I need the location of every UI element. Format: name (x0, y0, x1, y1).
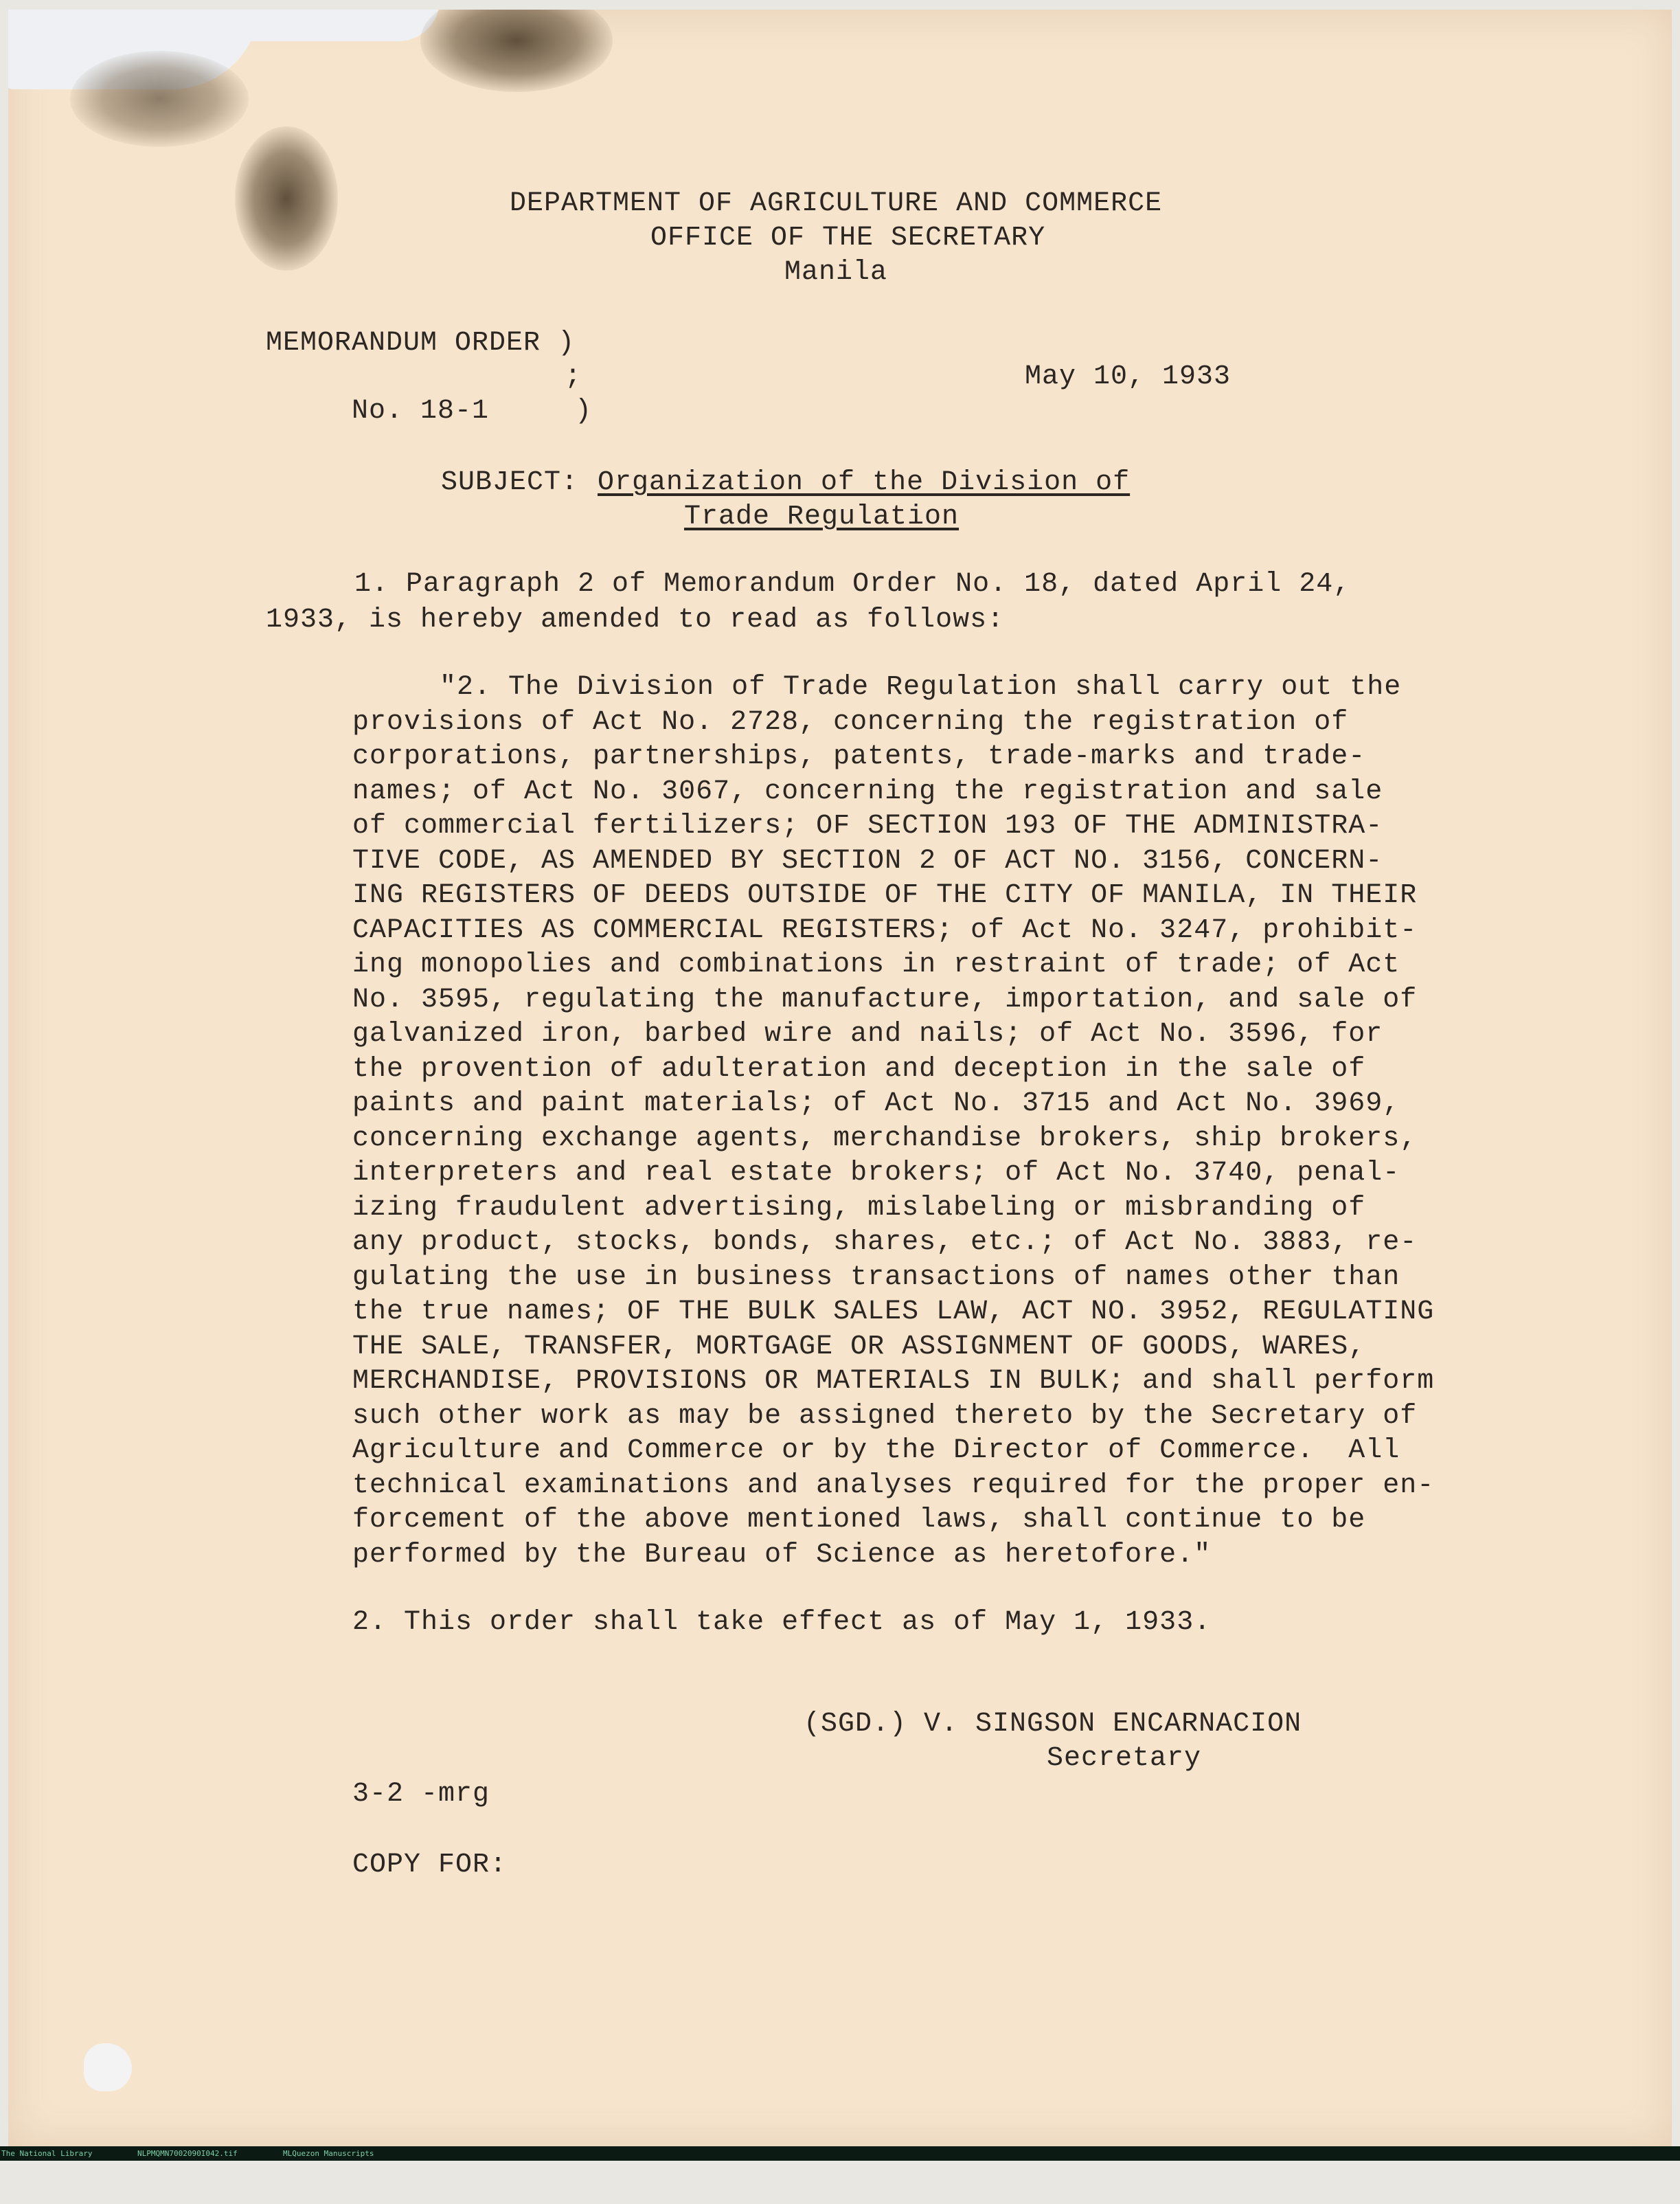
quote-line: corporations, partnerships, patents, trade-marks and trade- (352, 741, 1366, 772)
copy-for: COPY FOR: (352, 1849, 508, 1880)
signature-title: Secretary (1047, 1743, 1202, 1774)
memorandum-order-label: MEMORANDUM ORDER ) (266, 328, 576, 359)
quote-line: the true names; OF THE BULK SALES LAW, ACT NO. 3952, REGULATING (352, 1296, 1435, 1327)
quote-line: concerning exchange agents, merchandise brokers, ship brokers, (352, 1123, 1418, 1154)
quote-line: galvanized iron, barbed wire and nails; of Act No. 3596, for (352, 1019, 1383, 1050)
letterhead-department: DEPARTMENT OF AGRICULTURE AND COMMERCE (510, 188, 1163, 219)
quote-line: of commercial fertilizers; OF SECTION 193 OF THE ADMINISTRA- (352, 811, 1383, 842)
water-stain (70, 51, 249, 147)
quote-line: performed by the Bureau of Science as heretofore." (352, 1540, 1212, 1571)
footer-file: NLPMQMN7002090I042.tif (137, 2149, 238, 2158)
quote-line: ING REGISTERS OF DEEDS OUTSIDE OF THE CITY OF MANILA, IN THEIR (352, 880, 1418, 911)
letterhead-office: OFFICE OF THE SECRETARY (650, 223, 1046, 254)
subject-line-2: Trade Regulation (684, 502, 960, 532)
quote-line: provisions of Act No. 2728, concerning the registration of (352, 707, 1349, 738)
quote-line: technical examinations and analyses required for the proper en- (352, 1470, 1435, 1501)
water-stain (235, 126, 338, 271)
quote-line: THE SALE, TRANSFER, MORTGAGE OR ASSIGNMENT OF GOODS, WARES, (352, 1331, 1366, 1362)
document-page (8, 10, 1672, 2146)
paper-hole (84, 2043, 132, 2091)
quote-line: interpreters and real estate brokers; of Act No. 3740, penal- (352, 1158, 1400, 1189)
quote-line: TIVE CODE, AS AMENDED BY SECTION 2 OF ACT NO. 3156, CONCERN- (352, 846, 1383, 877)
order-separator: ; (565, 361, 582, 392)
quote-line: forcement of the above mentioned laws, shall continue to be (352, 1505, 1366, 1536)
quote-line: Agriculture and Commerce or by the Director of Commerce. All (352, 1435, 1400, 1466)
order-number: No. 18-1 ) (352, 396, 593, 427)
quote-line: ing monopolies and combinations in restraint of trade; of Act (352, 949, 1400, 980)
water-stain (420, 10, 613, 92)
quote-line: izing fraudulent advertising, mislabeling or misbranding of (352, 1193, 1366, 1224)
quote-line: gulating the use in business transactions of names other than (352, 1262, 1400, 1293)
typist-initials: 3-2 -mrg (352, 1779, 490, 1810)
quote-line: MERCHANDISE, PROVISIONS OR MATERIALS IN BULK; and shall perform (352, 1366, 1435, 1397)
footer-library: The National Library (1, 2149, 93, 2158)
quote-line: CAPACITIES AS COMMERCIAL REGISTERS; of Act No. 3247, prohibit- (352, 915, 1418, 946)
footer-collection: MLQuezon Manuscripts (283, 2149, 374, 2158)
paragraph-1-line: 1. Paragraph 2 of Memorandum Order No. 18, dated April 24, (354, 569, 1351, 600)
quote-line: such other work as may be assigned thereto by the Secretary of (352, 1401, 1418, 1432)
quote-line: any product, stocks, bonds, shares, etc.; of Act No. 3883, re- (352, 1227, 1418, 1258)
archive-footer (0, 2146, 1680, 2161)
paragraph-1-line: 1933, is hereby amended to read as follows: (266, 605, 1005, 636)
paragraph-2: 2. This order shall take effect as of May 1, 1933. (352, 1607, 1212, 1638)
subject-line-1: Organization of the Division of (598, 467, 1131, 498)
quote-line: names; of Act No. 3067, concerning the registration and sale (352, 776, 1383, 807)
quote-line: paints and paint materials; of Act No. 3715 and Act No. 3969, (352, 1088, 1400, 1119)
torn-corner-edge (8, 10, 440, 41)
quote-line: "2. The Division of Trade Regulation shall carry out the (440, 672, 1402, 703)
subject-label: SUBJECT: (441, 467, 579, 498)
letterhead-city: Manila (784, 257, 888, 288)
quote-line: the provention of adulteration and deception in the sale of (352, 1054, 1366, 1085)
order-date: May 10, 1933 (1025, 361, 1231, 392)
signature-name: (SGD.) V. SINGSON ENCARNACION (804, 1709, 1302, 1740)
quote-line: No. 3595, regulating the manufacture, importation, and sale of (352, 985, 1418, 1015)
